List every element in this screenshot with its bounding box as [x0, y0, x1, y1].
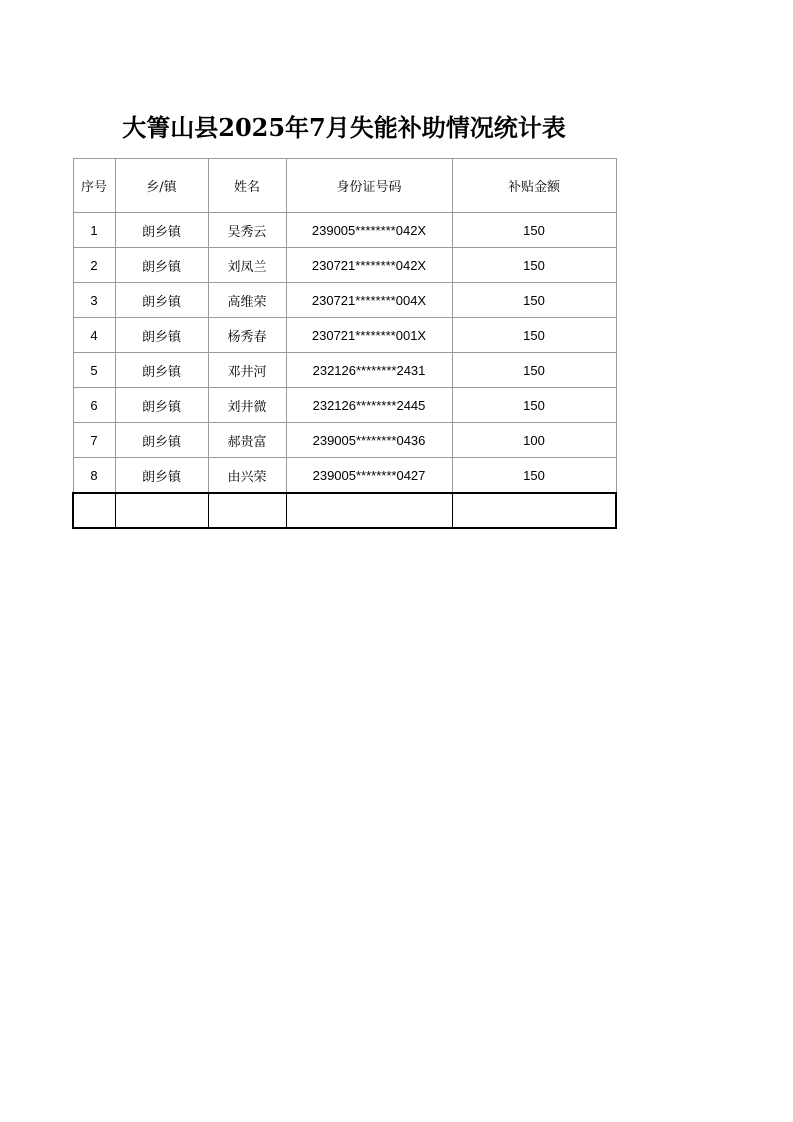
table-row — [73, 423, 616, 458]
cell-name: 刘凤兰 — [208, 248, 286, 283]
cell-name: 吴秀云 — [208, 213, 286, 248]
cell-id-number: 230721********001X — [286, 318, 452, 353]
cell-id-number: 230721********004X — [286, 283, 452, 318]
cell-town: 朗乡镇 — [115, 248, 208, 283]
cell-seq: 5 — [73, 353, 115, 388]
cell-seq: 6 — [73, 388, 115, 423]
cell-town: 朗乡镇 — [115, 213, 208, 248]
page-title: 大箐山县2025年7月失能补助情况统计表 — [122, 113, 566, 142]
cell-town: 朗乡镇 — [115, 318, 208, 353]
table-row — [73, 318, 616, 353]
subsidy-table — [72, 158, 617, 529]
empty-cell — [452, 493, 616, 528]
cell-amount: 150 — [452, 283, 616, 318]
cell-amount: 150 — [452, 458, 616, 494]
table-row — [73, 388, 616, 423]
cell-id-number: 232126********2445 — [286, 388, 452, 423]
empty-cell — [208, 493, 286, 528]
table-row — [73, 213, 616, 248]
header-seq: 序号 — [73, 159, 115, 213]
cell-id-number: 239005********0436 — [286, 423, 452, 458]
cell-name: 杨秀春 — [208, 318, 286, 353]
cell-seq: 3 — [73, 283, 115, 318]
header-town: 乡/镇 — [115, 159, 208, 213]
cell-amount: 150 — [452, 388, 616, 423]
cell-name: 高维荣 — [208, 283, 286, 318]
empty-cell — [115, 493, 208, 528]
table-row — [73, 458, 616, 494]
cell-town: 朗乡镇 — [115, 458, 208, 494]
cell-id-number: 230721********042X — [286, 248, 452, 283]
cell-amount: 100 — [452, 423, 616, 458]
cell-amount: 150 — [452, 248, 616, 283]
header-id-number: 身份证号码 — [286, 159, 452, 213]
cell-seq: 8 — [73, 458, 115, 494]
cell-name: 刘井微 — [208, 388, 286, 423]
cell-town: 朗乡镇 — [115, 353, 208, 388]
cell-amount: 150 — [452, 353, 616, 388]
header-subsidy-amount: 补贴金额 — [452, 159, 616, 213]
cell-amount: 150 — [452, 213, 616, 248]
cell-id-number: 239005********0427 — [286, 458, 452, 494]
table-row — [73, 353, 616, 388]
cell-town: 朗乡镇 — [115, 388, 208, 423]
cell-seq: 4 — [73, 318, 115, 353]
table-row — [73, 283, 616, 318]
cell-town: 朗乡镇 — [115, 283, 208, 318]
cell-id-number: 239005********042X — [286, 213, 452, 248]
empty-cell — [286, 493, 452, 528]
cell-amount: 150 — [452, 318, 616, 353]
empty-table-row — [73, 493, 616, 528]
table-row — [73, 248, 616, 283]
cell-name: 郝贵富 — [208, 423, 286, 458]
table-header-row — [73, 159, 616, 213]
cell-id-number: 232126********2431 — [286, 353, 452, 388]
cell-seq: 7 — [73, 423, 115, 458]
cell-name: 邓井河 — [208, 353, 286, 388]
cell-seq: 2 — [73, 248, 115, 283]
cell-name: 由兴荣 — [208, 458, 286, 494]
empty-cell — [73, 493, 115, 528]
cell-town: 朗乡镇 — [115, 423, 208, 458]
cell-seq: 1 — [73, 213, 115, 248]
header-name: 姓名 — [208, 159, 286, 213]
